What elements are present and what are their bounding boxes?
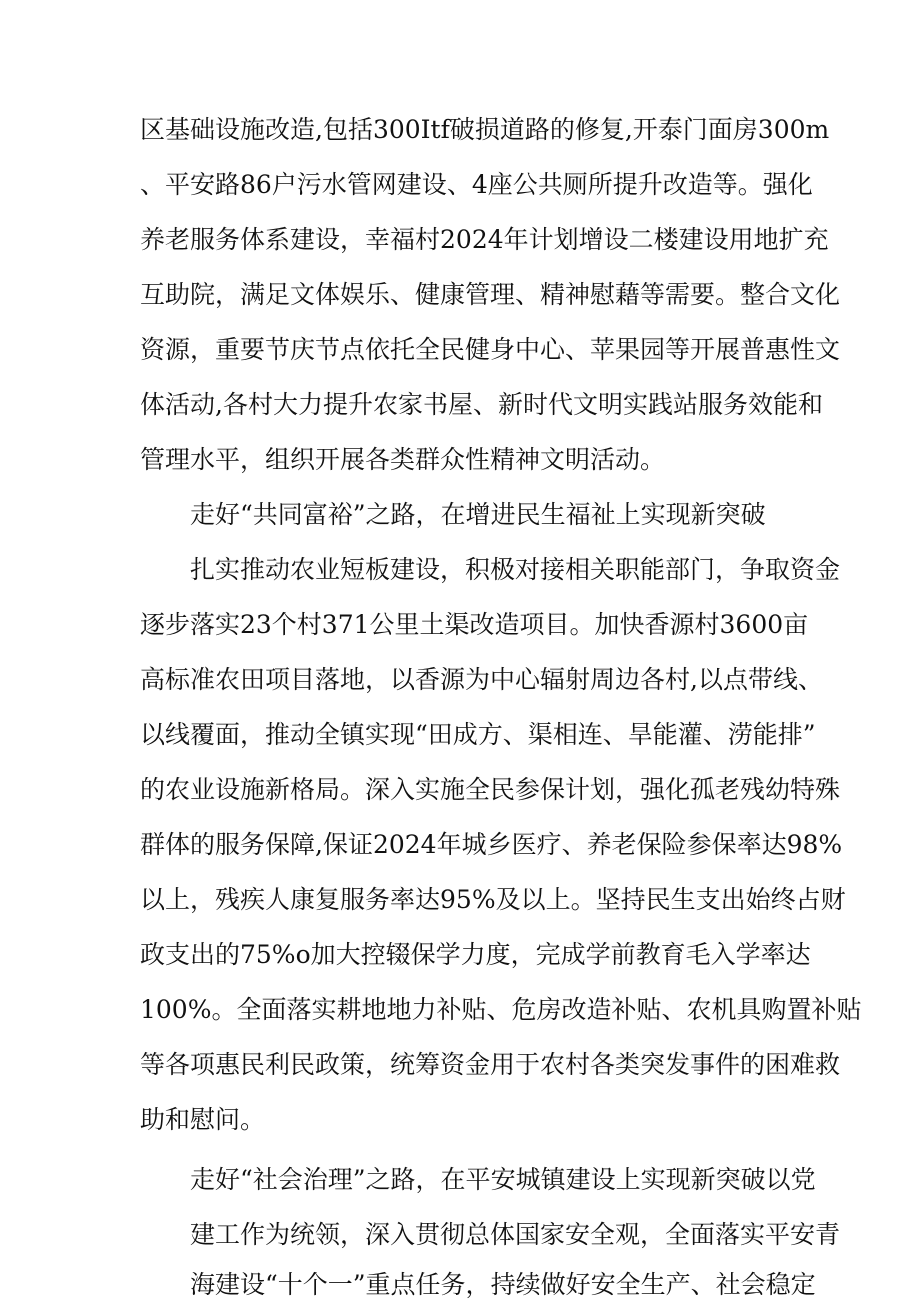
body-text-line: 逐步落实23个村371公里土渠改造项目。加快香源村3600亩: [140, 610, 809, 639]
body-text-line: 互助院，满足文体娱乐、健康管理、精神慰藉等需要。整合文化: [140, 280, 841, 309]
body-text-line: 以线覆面，推动全镇实现“田成方、渠相连、旱能灌、涝能排”: [140, 720, 816, 749]
body-text-line: 建工作为统领，深入贯彻总体国家安全观，全面落实平安青: [190, 1220, 841, 1249]
body-text-line: 区基础设施改造,包括300Itf破损道路的修复,开泰门面房300m: [140, 115, 830, 144]
body-text-line: 资源，重要节庆节点依托全民健身中心、苹果园等开展普惠性文: [140, 335, 841, 364]
body-text-line: 的农业设施新格局。深入实施全民参保计划，强化孤老残幼特殊: [140, 775, 841, 804]
body-text-line: 扎实推动农业短板建设，积极对接相关职能部门，争取资金: [190, 555, 841, 584]
body-text-line: 以上，残疾人康复服务率达95%及以上。坚持民生支出始终占财: [140, 885, 846, 914]
body-text-line: 政支出的75%o加大控辍保学力度，完成学前教育毛入学率达: [140, 940, 811, 969]
body-text-line: 高标准农田项目落地，以香源为中心辐射周边各村,以点带线、: [140, 665, 823, 694]
section-heading: 走好“社会治理”之路，在平安城镇建设上实现新突破以党: [190, 1165, 816, 1194]
body-text-line: 养老服务体系建设，幸福村2024年计划增设二楼建设用地扩充: [140, 225, 829, 254]
body-text-line: 助和慰问。: [140, 1105, 266, 1134]
body-text-line: 等各项惠民利民政策，统筹资金用于农村各类突发事件的困难救: [140, 1050, 841, 1079]
body-text-line: 、平安路86户污水管网建设、4座公共厕所提升改造等。强化: [140, 170, 813, 199]
section-heading: 走好“共同富裕”之路，在增进民生福祉上实现新突破: [190, 500, 766, 529]
body-text-line: 管理水平，组织开展各类群众性精神文明活动。: [140, 445, 666, 474]
body-text-line: 体活动,各村大力提升农家书屋、新时代文明实践站服务效能和: [140, 390, 823, 419]
body-text-line: 群体的服务保障,保证2024年城乡医疗、养老保险参保率达98%: [140, 830, 843, 859]
body-text-line: 海建设“十个一”重点任务，持续做好安全生产、社会稳定: [190, 1270, 816, 1299]
body-text-line: 100%。全面落实耕地地力补贴、危房改造补贴、农机具购置补贴: [140, 995, 862, 1024]
